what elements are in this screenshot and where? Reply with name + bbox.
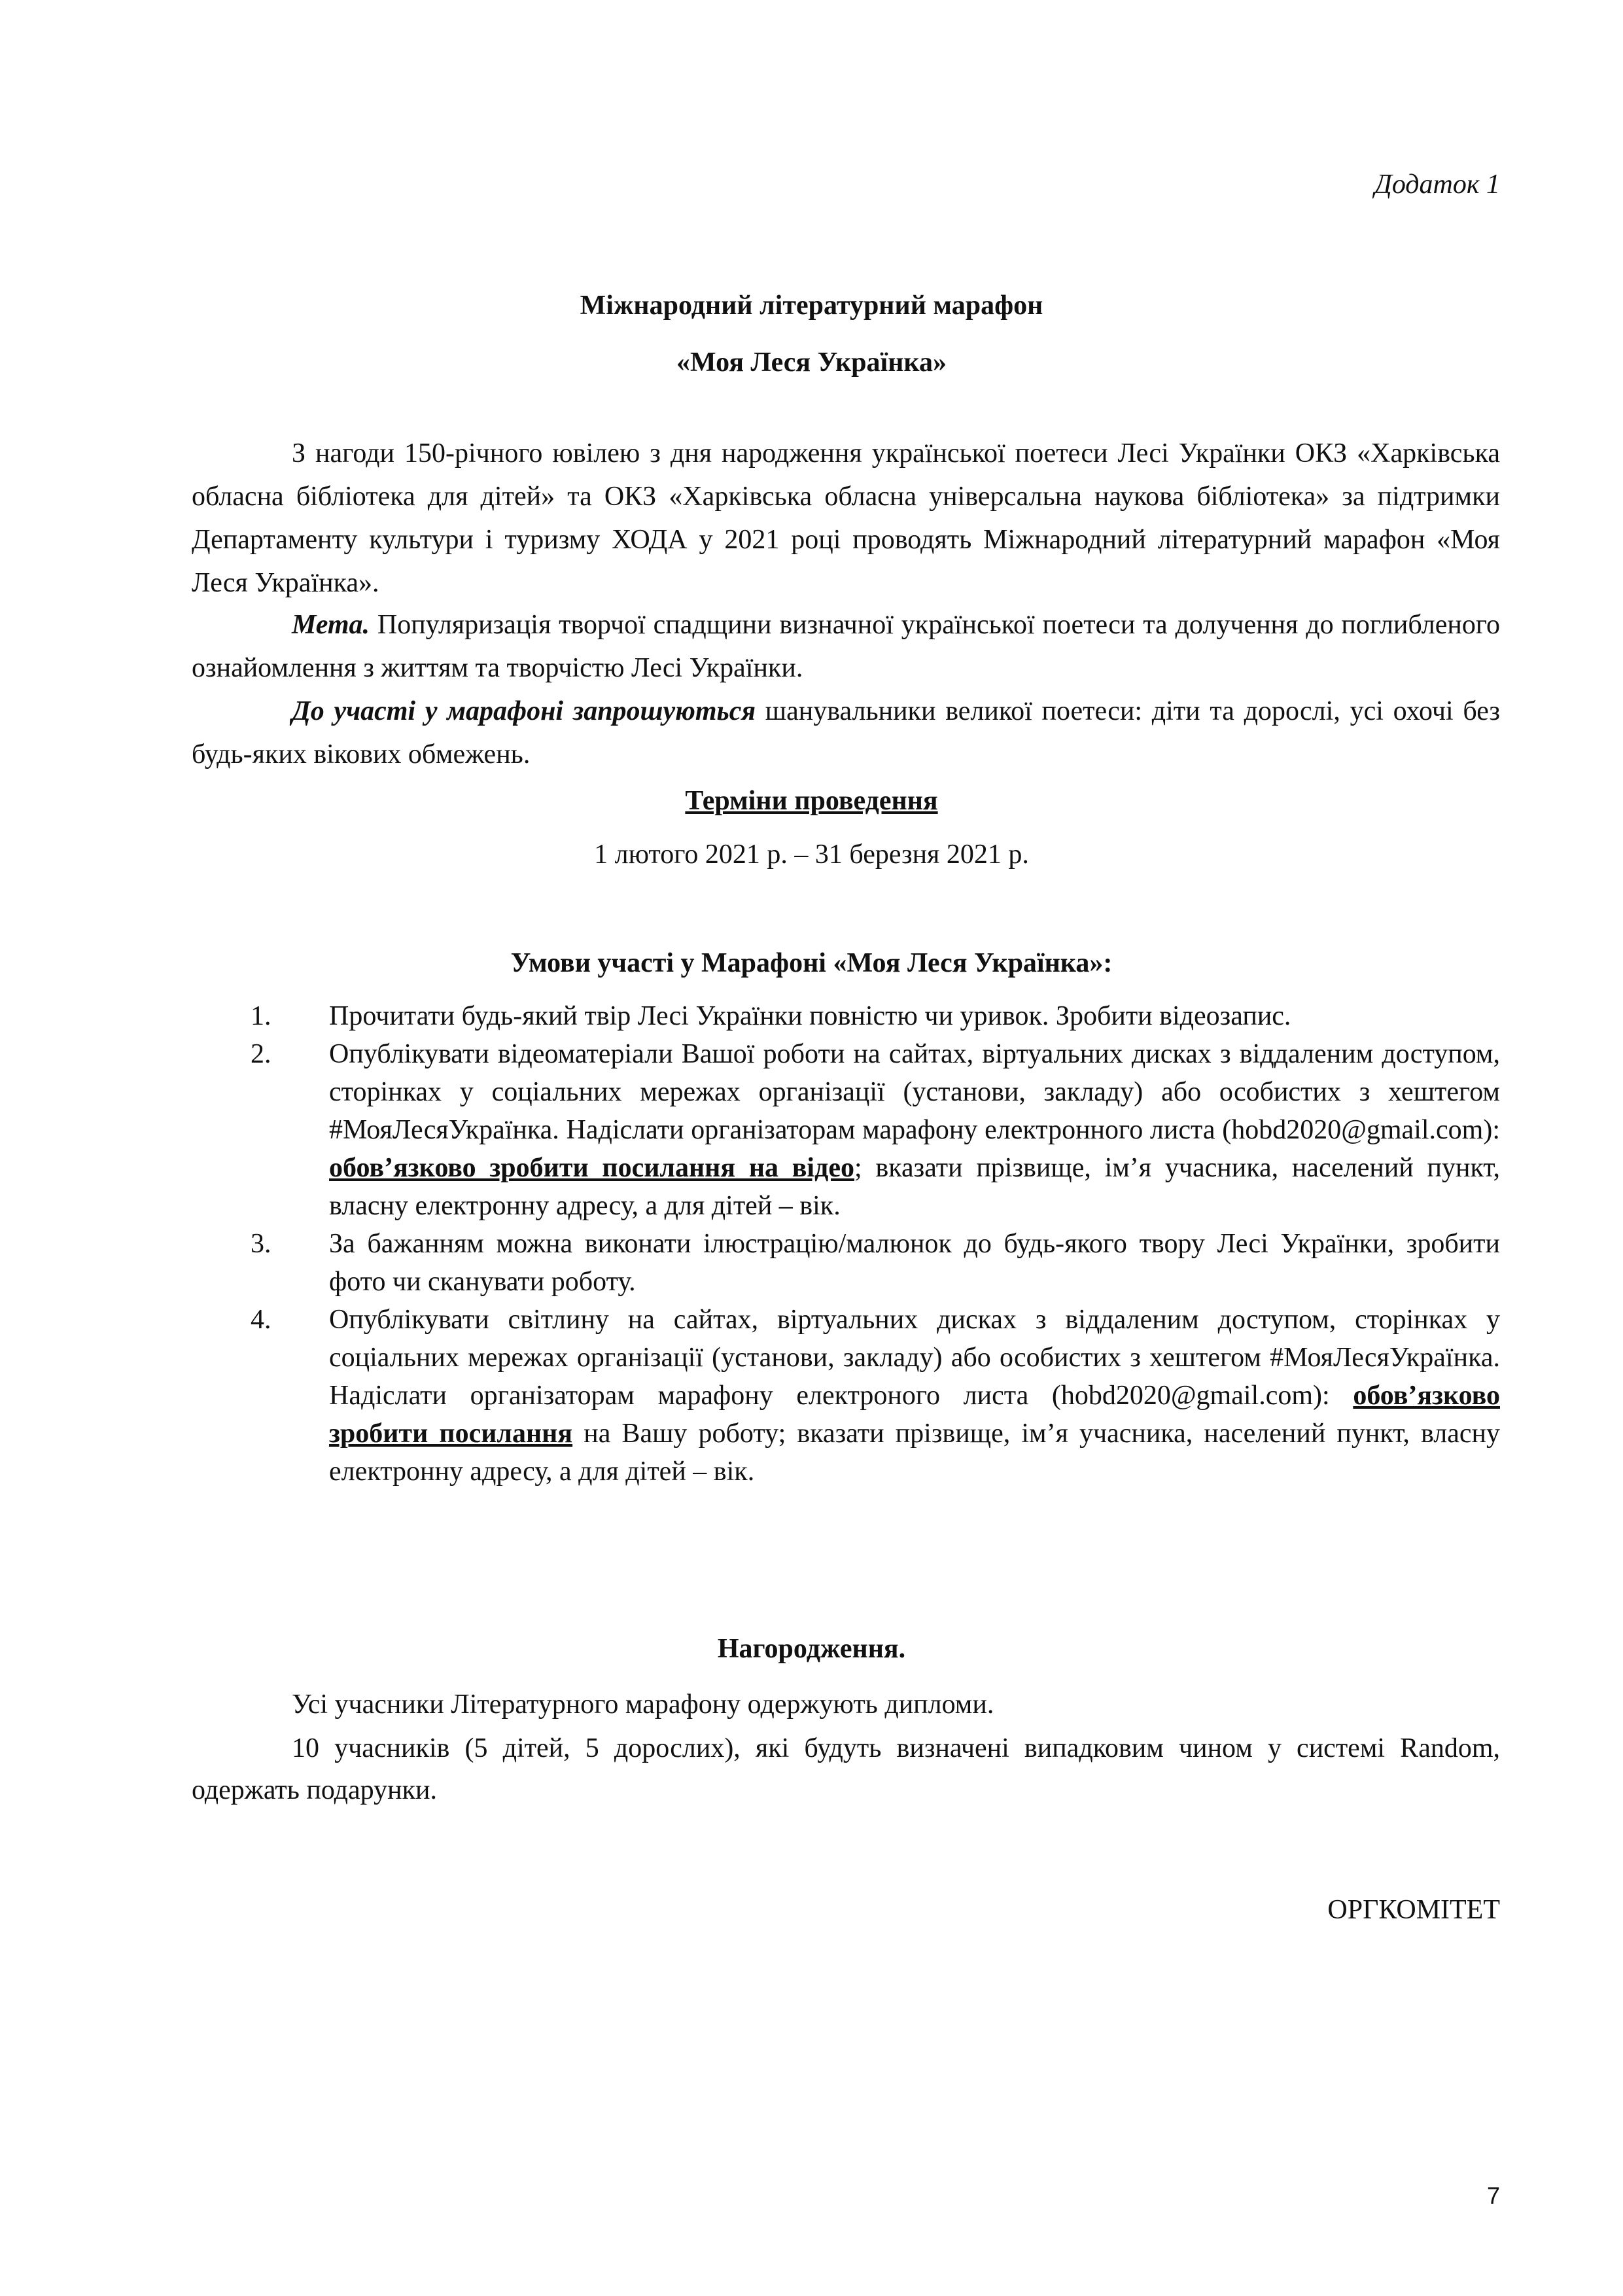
awards-paragraph-2: 10 учасників (5 дітей, 5 дорослих), які будуть визначені випадковим чином у системі Random, одержать подарунки. <box>192 1733 1500 1805</box>
document-subtitle: «Моя Леся Українка» <box>676 347 947 378</box>
page-number: 7 <box>1486 2182 1500 2209</box>
condition-emphasis: обов’язково зробити посилання <box>329 1381 1500 1449</box>
condition-item <box>192 997 1500 1035</box>
condition-item <box>192 1225 1500 1301</box>
condition-number: 2. <box>251 1039 271 1069</box>
terms-dates: 1 лютого 2021 р. – 31 березня 2021 р. <box>594 839 1029 870</box>
awards-heading: Нагородження. <box>717 1634 906 1664</box>
goal-paragraph <box>192 603 1500 690</box>
conditions-heading: Умови участі у Марафоні «Моя Леся Українка»: <box>510 948 1113 978</box>
condition-text: Прочитати будь-який твір Лесі Українки повністю чи уривок. Зробити відеозапис. <box>329 1001 1291 1031</box>
invite-label: До участі у марафоні запрошуються <box>292 696 756 726</box>
goal-text: Популяризація творчої спадщини визначної української поетеси та долучення до поглибленого ознайомлення з життям та творчістю Лесі Українки. <box>192 610 1500 683</box>
condition-item <box>192 1301 1500 1491</box>
intro-paragraph: З нагоди 150-річного ювілею з дня народження української поетеси Лесі Українки ОКЗ «Харківська обласна бібліотека для дітей» та ОКЗ «Харківська обласна універсальна наукова бібліотека» за підтримки Департаменту культури і туризму ХОДА у 2021 році проводять Міжнародний літературний марафон «Моя Леся Українка». <box>192 438 1500 598</box>
condition-text: Опублікувати відеоматеріали Вашої роботи на сайтах, віртуальних дисках з віддаленим доступом, сторінках у соціальних мережах організації (установи, закладу) або особистих з хештегом #МояЛесяУкраїнка. Надіслати організаторам марафону електронного листа (hobd2020@gmail.com): <box>329 1039 1500 1145</box>
condition-text-tail: на Вашу роботу; вказати прізвище, ім’я учасника, населений пункт, власну електронну адресу, а для дітей – вік. <box>329 1419 1501 1487</box>
conditions-list <box>192 997 1500 1491</box>
condition-number: 3. <box>251 1229 271 1259</box>
document-title: Міжнародний літературний марафон <box>580 291 1043 321</box>
condition-emphasis: обов’язково зробити посилання на відео <box>329 1153 854 1183</box>
terms-heading: Терміни проведення <box>685 786 938 816</box>
condition-item <box>192 1035 1500 1225</box>
condition-text: Опублікувати світлину на сайтах, віртуальних дисках з віддаленим доступом, сторінках у соціальних мережах організації (установи, закладу) або особистих з хештегом #МояЛесяУкраїнка. Надіслати організаторам марафону електроного листа (hobd2020@gmail.com): <box>329 1305 1500 1411</box>
condition-text-tail: ; вказати прізвище, ім’я учасника, населений пункт, власну електронну адресу, а для дітей – вік. <box>329 1153 1500 1221</box>
condition-number: 4. <box>251 1305 271 1335</box>
invite-text: шанувальники великої поетеси: діти та дорослі, усі охочі без будь-яких вікових обмежень. <box>192 696 1500 769</box>
awards-paragraph-1: Усі учасники Літературного марафону одержують дипломи. <box>292 1689 994 1720</box>
annex-label: Додаток 1 <box>1374 169 1500 200</box>
signature: ОРГКОМІТЕТ <box>1327 1895 1500 1925</box>
condition-text: За бажанням можна виконати ілюстрацію/малюнок до будь-якого твору Лесі Українки, зробити фото чи сканувати роботу. <box>329 1229 1500 1297</box>
goal-label: Мета. <box>292 610 370 640</box>
invite-paragraph <box>192 690 1500 776</box>
condition-number: 1. <box>251 1001 271 1031</box>
